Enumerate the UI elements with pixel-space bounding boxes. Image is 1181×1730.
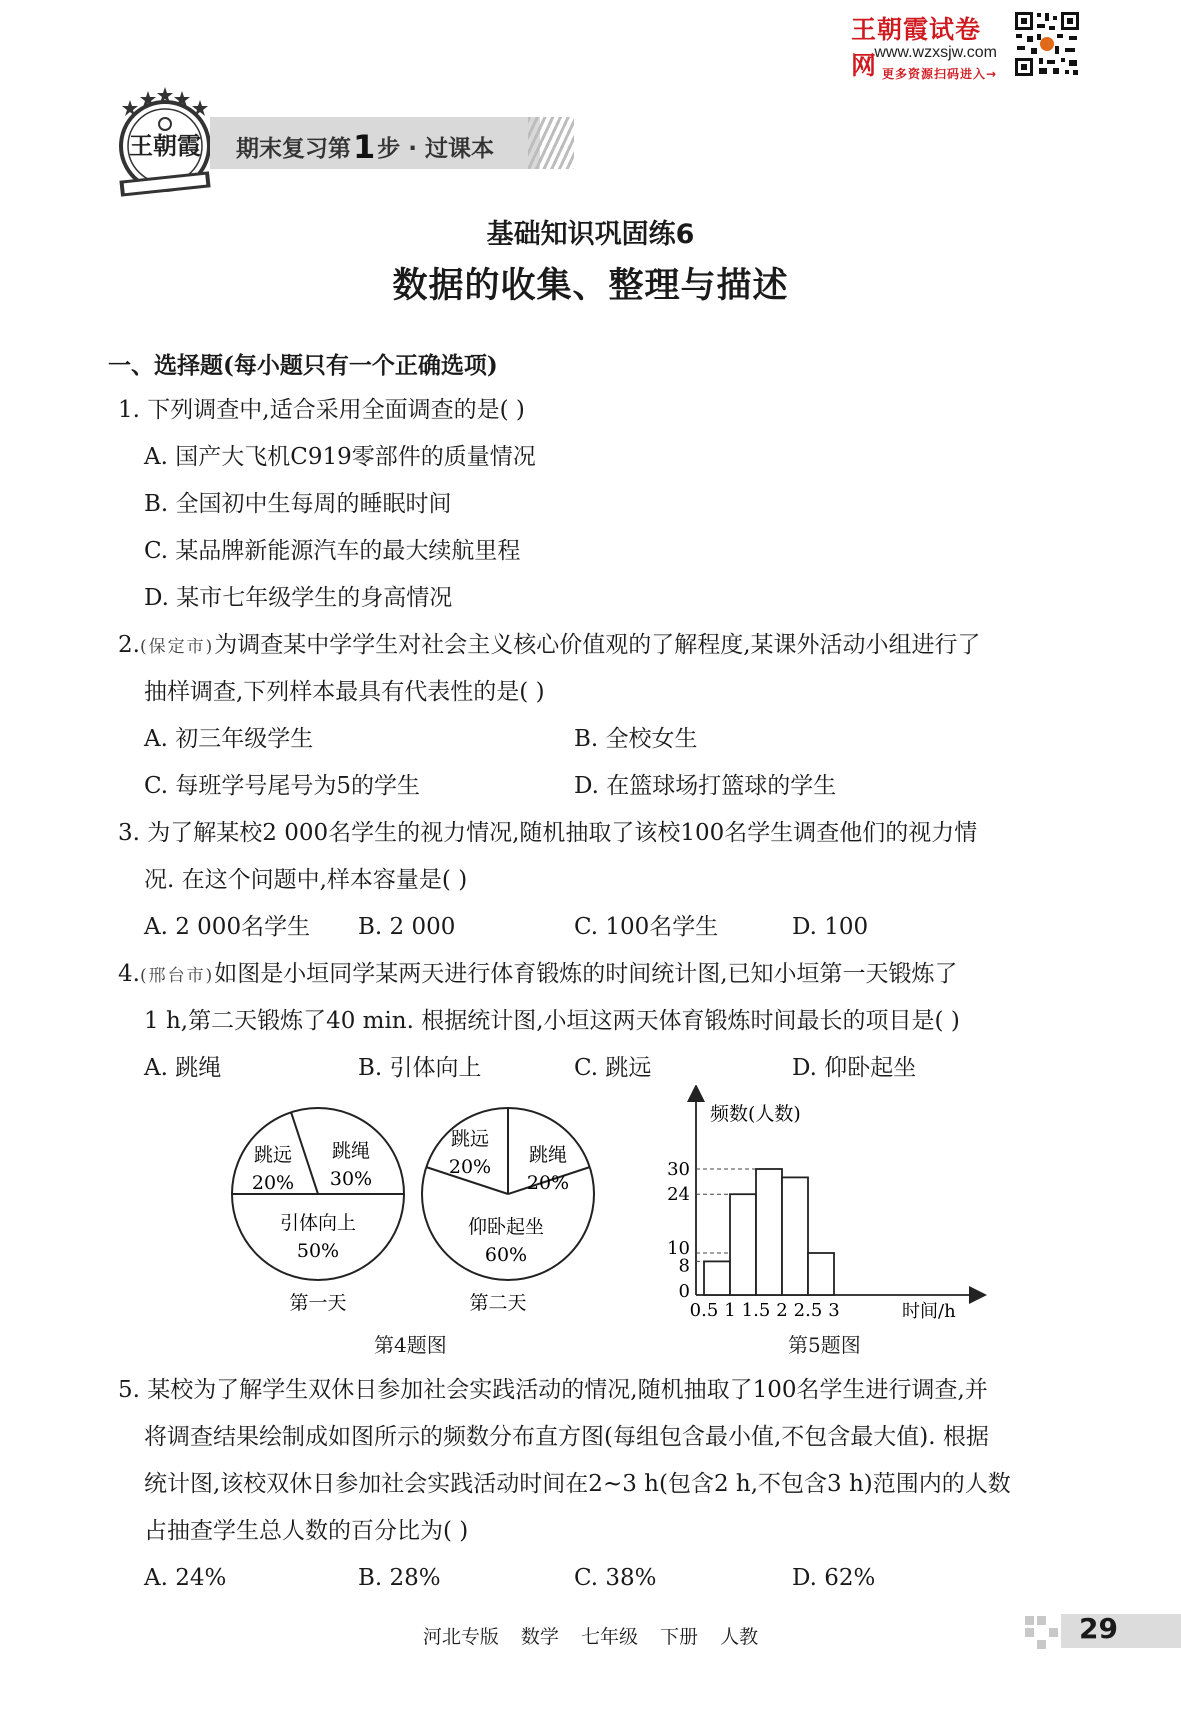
x-tick-label-2.5: 2.5 xyxy=(793,1300,823,1320)
x-tick-label-0.5: 0.5 xyxy=(689,1300,719,1320)
q3-option-b[interactable]: B. 2 000 xyxy=(358,914,456,940)
x-axis-label: 时间/h xyxy=(902,1301,956,1320)
page-subtitle: 基础知识巩固练6 xyxy=(486,219,695,250)
q4-option-d[interactable]: D. 仰卧起坐 xyxy=(792,1055,917,1081)
q4-stem-line2: 1 h,第二天锻炼了40 min. 根据统计图,小垣这两天体育锻炼时间最长的项目是( ) xyxy=(144,1008,960,1034)
footer-edition: 河北专版 xyxy=(422,1626,499,1648)
q1-option-d[interactable]: D. 某市七年级学生的身高情况 xyxy=(144,585,453,611)
q4-stem-line1: 4.(邢台市)如图是小垣同学某两天进行体育锻炼的时间统计图,已知小垣第一天锻炼了 xyxy=(118,961,958,987)
banner-stripes xyxy=(528,117,574,169)
q2-stem-line1: 2.(保定市)为调查某中学学生对社会主义核心价值观的了解程度,某课外活动小组进行了 xyxy=(118,632,981,658)
pie1-divider-radial xyxy=(291,1112,318,1194)
q3-option-d[interactable]: D. 100 xyxy=(792,914,869,940)
q5-option-a[interactable]: A. 24% xyxy=(144,1565,227,1591)
x-tick-label-1.5: 1.5 xyxy=(741,1300,771,1320)
page-title: 数据的收集、整理与描述 xyxy=(392,266,789,306)
pie2-slice-label-situp: 仰卧起坐 xyxy=(467,1216,545,1238)
q5-option-b[interactable]: B. 28% xyxy=(358,1565,441,1591)
q4-source-tag: (邢台市) xyxy=(139,966,215,986)
q4-option-c[interactable]: C. 跳远 xyxy=(574,1055,652,1081)
q4-option-b[interactable]: B. 引体向上 xyxy=(358,1055,482,1081)
q5-stem-line2: 将调查结果绘制成如图所示的频数分布直方图(每组包含最小值,不包含最大值). 根据 xyxy=(144,1424,989,1450)
q2-source-tag: (保定市) xyxy=(139,637,215,657)
pie1-slice-pct-jumpfar: 20% xyxy=(251,1172,295,1194)
pie2-slice-label-jumpfar: 跳远 xyxy=(450,1128,490,1150)
banner-text: 期末复习第1步 · 过课本 xyxy=(236,128,495,166)
q5-stem-line3: 统计图,该校双休日参加社会实践活动时间在2~3 h(包含2 h,不包含3 h)范围内的人数 xyxy=(144,1471,1011,1497)
pie1-slice-label-rope: 跳绳 xyxy=(331,1140,371,1162)
x-tick-label-2: 2 xyxy=(776,1300,788,1320)
histogram-bar-4 xyxy=(782,1177,808,1295)
q2-option-d[interactable]: D. 在篮球场打篮球的学生 xyxy=(574,773,837,799)
page-number-box xyxy=(1021,1610,1181,1652)
q2-option-b[interactable]: B. 全校女生 xyxy=(574,726,698,752)
logo-text: 王朝霞 xyxy=(129,131,201,160)
section-heading: 一、选择题(每小题只有一个正确选项) xyxy=(108,352,498,379)
q5-stem-line1: 5. 某校为了解学生双休日参加社会实践活动的情况,随机抽取了100名学生进行调查,并 xyxy=(118,1377,988,1403)
fig4-pie-charts xyxy=(225,1105,625,1335)
pie2-slice-pct-rope: 20% xyxy=(526,1172,570,1194)
x-tick-label-1: 1 xyxy=(724,1300,736,1320)
x-tick-label-3: 3 xyxy=(828,1300,840,1320)
pie1-slice-label-jumpfar: 跳远 xyxy=(253,1144,293,1166)
q2-stem-line2: 抽样调查,下列样本最具有代表性的是( ) xyxy=(144,679,545,705)
pie1-slice-label-pullup: 引体向上 xyxy=(279,1212,357,1234)
q1-option-a[interactable]: A. 国产大飞机C919零部件的质量情况 xyxy=(144,444,536,470)
q2-option-a[interactable]: A. 初三年级学生 xyxy=(144,726,314,752)
q1-option-b[interactable]: B. 全国初中生每周的睡眠时间 xyxy=(144,491,452,517)
header-banner xyxy=(210,117,568,169)
page-number: 29 xyxy=(1079,1612,1118,1645)
fig5-caption: 第5题图 xyxy=(788,1333,861,1357)
q3-stem-line2: 况. 在这个问题中,样本容量是( ) xyxy=(144,867,468,893)
y-tick-label-8: 8 xyxy=(678,1255,690,1277)
q3-option-a[interactable]: A. 2 000名学生 xyxy=(144,914,311,940)
pie2-slice-label-rope: 跳绳 xyxy=(528,1144,568,1166)
y-tick-label-30: 30 xyxy=(667,1159,690,1180)
pie1-day-label: 第一天 xyxy=(289,1292,347,1314)
q1-stem: 1. 下列调查中,适合采用全面调查的是( ) xyxy=(118,397,525,423)
pie2-slice-pct-jumpfar: 20% xyxy=(448,1156,492,1178)
pie2-slice-pct-situp: 60% xyxy=(484,1244,528,1266)
histogram-bar-1 xyxy=(704,1261,730,1295)
q4-option-a[interactable]: A. 跳绳 xyxy=(144,1055,222,1081)
q5-option-d[interactable]: D. 62% xyxy=(792,1565,876,1591)
brand-name: 王朝霞试卷网 xyxy=(851,15,982,80)
histogram-bar-5 xyxy=(808,1253,834,1295)
y-tick-label-24: 24 xyxy=(667,1184,690,1206)
footer-publisher: 人教 xyxy=(720,1626,759,1648)
q3-option-c[interactable]: C. 100名学生 xyxy=(574,914,719,940)
brand-block xyxy=(851,10,1081,80)
footer-subject: 数学 xyxy=(520,1626,559,1648)
footer xyxy=(0,1622,1181,1649)
pie2-day-label: 第二天 xyxy=(469,1292,527,1314)
q5-option-c[interactable]: C. 38% xyxy=(574,1565,657,1591)
q3-stem-line1: 3. 为了解某校2 000名学生的视力情况,随机抽取了该校100名学生调查他们的视力情 xyxy=(118,820,978,846)
logo-badge-icon xyxy=(106,86,224,204)
pie1-slice-pct-rope: 30% xyxy=(329,1168,373,1190)
histogram-bar-2 xyxy=(730,1194,756,1295)
fig4-caption: 第4题图 xyxy=(374,1333,447,1357)
footer-grade: 七年级 xyxy=(580,1626,638,1648)
brand-url[interactable]: www.wzxsjw.com xyxy=(874,44,997,61)
q2-option-c[interactable]: C. 每班学号尾号为5的学生 xyxy=(144,773,421,799)
fig5-histogram xyxy=(660,1085,990,1320)
y-axis-label: 频数(人数) xyxy=(710,1103,801,1125)
brand-hint: 更多资源扫码进入→ xyxy=(881,67,997,81)
y-tick-label-0: 0 xyxy=(678,1281,690,1302)
q1-option-c[interactable]: C. 某品牌新能源汽车的最大续航里程 xyxy=(144,538,521,564)
qr-code-icon[interactable] xyxy=(1013,10,1081,78)
footer-volume: 下册 xyxy=(660,1626,699,1648)
q5-stem-line4: 占抽查学生总人数的百分比为( ) xyxy=(144,1518,469,1544)
histogram-bar-3 xyxy=(756,1169,782,1295)
pie1-slice-pct-pullup: 50% xyxy=(296,1240,340,1262)
y-tick-label-10: 10 xyxy=(667,1238,690,1259)
